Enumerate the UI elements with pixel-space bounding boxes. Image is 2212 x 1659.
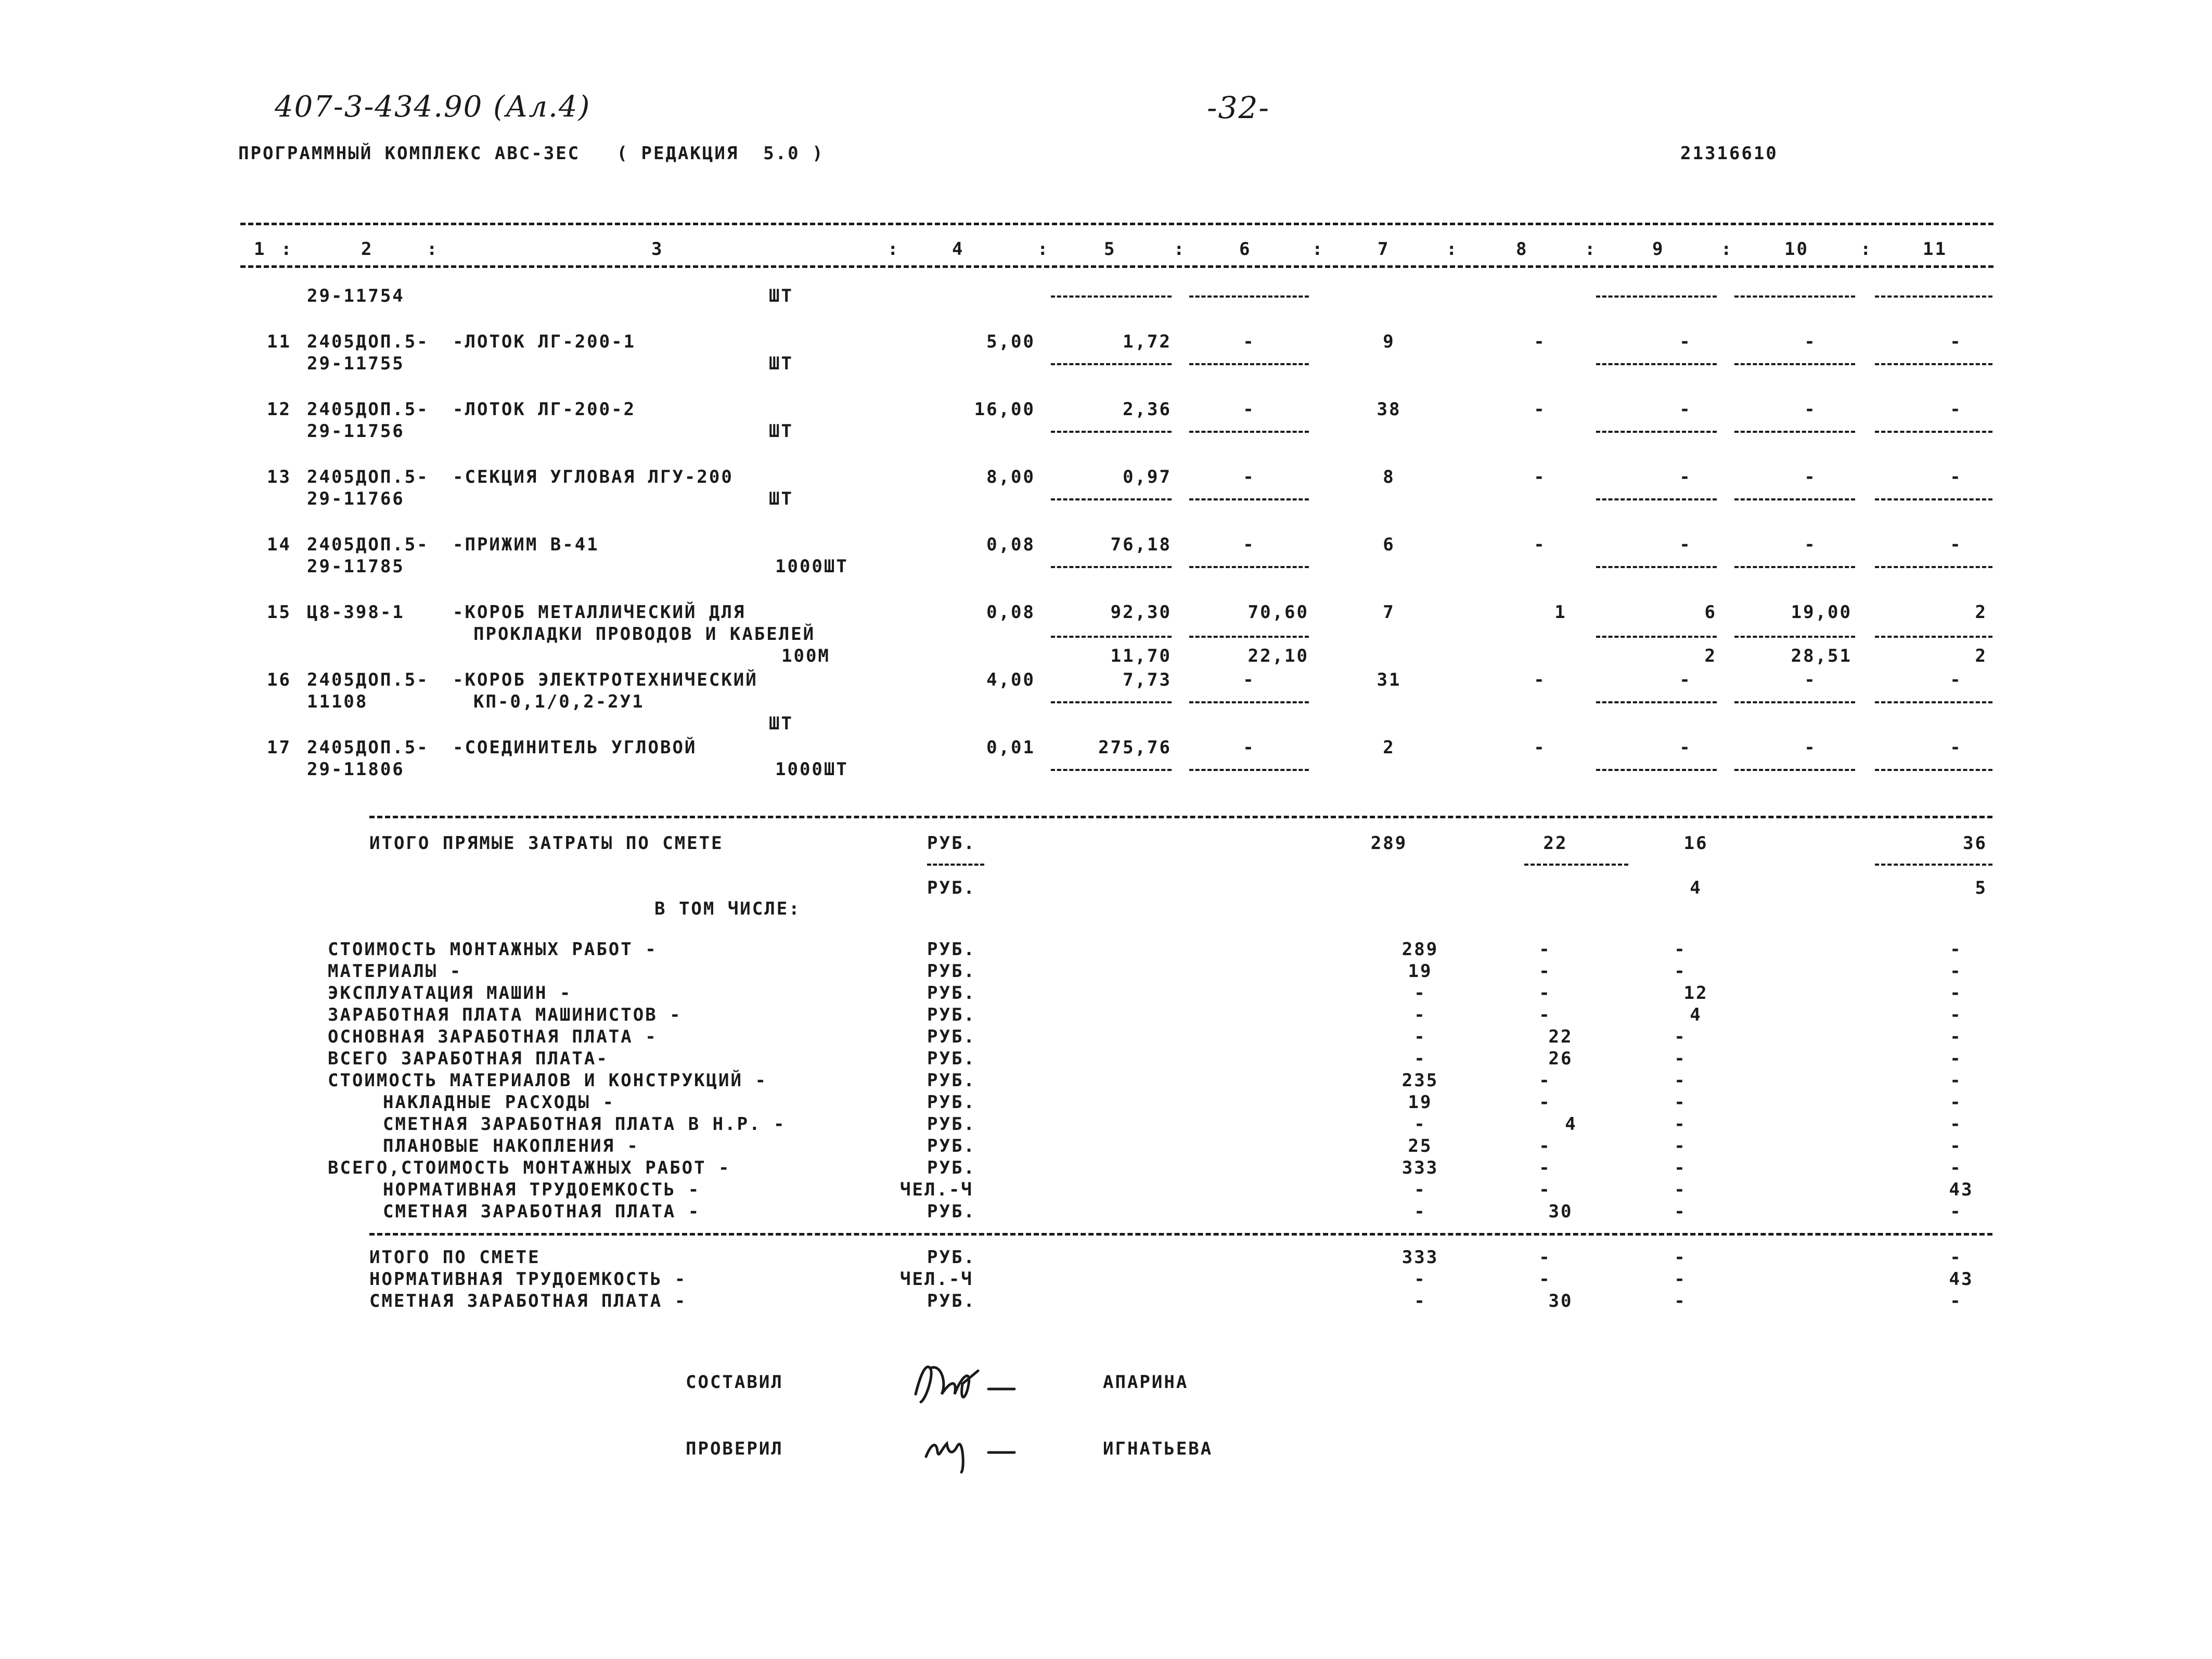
row-unit: 1000ШТ — [775, 556, 848, 577]
row-col10: - — [1804, 331, 1817, 352]
breakdown-col8: - — [1539, 1179, 1551, 1200]
final-col9: - — [1674, 1291, 1687, 1311]
breakdown-unit: РУБ. — [927, 1136, 976, 1156]
row-col10-secondary: 28,51 — [1791, 646, 1852, 666]
row-col10: 19,00 — [1791, 602, 1852, 623]
breakdown-col9: - — [1674, 1179, 1687, 1200]
breakdown-col11: - — [1950, 939, 1962, 960]
breakdown-col9: 12 — [1683, 983, 1708, 1004]
breakdown-label: СТОИМОСТЬ МАТЕРИАЛОВ И КОНСТРУКЦИЙ - — [328, 1070, 767, 1091]
checked-by-label: ПРОВЕРИЛ — [686, 1438, 783, 1459]
row-price: 1,72 — [1123, 331, 1172, 352]
price-divider — [1734, 769, 1855, 771]
column-separator: : — [1446, 239, 1459, 260]
row-col7: 38 — [1377, 399, 1401, 420]
row-code: 2405ДОП.5- — [307, 331, 429, 352]
row-col11: - — [1950, 467, 1962, 487]
column-separator: : — [1585, 239, 1597, 260]
row-col7: 2 — [1383, 737, 1395, 758]
breakdown-col9: - — [1674, 1158, 1687, 1178]
row-col6: 70,60 — [1248, 602, 1309, 623]
breakdown-unit: РУБ. — [927, 1114, 976, 1135]
row-name: -КОРОБ ЭЛЕКТРОТЕХНИЧЕСКИЙ — [453, 670, 758, 690]
row-col7: 8 — [1383, 467, 1395, 487]
breakdown-col7: - — [1414, 1179, 1426, 1200]
breakdown-col7: - — [1414, 1005, 1426, 1025]
row-number: 15 — [267, 602, 291, 623]
row-unit: 1000ШТ — [775, 759, 848, 780]
breakdown-col8: 26 — [1548, 1048, 1573, 1069]
breakdown-col7: - — [1414, 1048, 1426, 1069]
breakdown-col9: 4 — [1690, 1005, 1702, 1025]
column-header-5: 5 — [1104, 239, 1116, 260]
column-separator: : — [281, 239, 293, 260]
composed-by-name: АПАРИНА — [1103, 1372, 1189, 1393]
breakdown-unit: РУБ. — [927, 1092, 976, 1113]
column-separator: : — [427, 239, 439, 260]
column-header-7: 7 — [1378, 239, 1390, 260]
row-col10: - — [1804, 534, 1817, 555]
row-number: 13 — [267, 467, 291, 487]
row-col10: - — [1804, 467, 1817, 487]
final-col9: - — [1674, 1269, 1687, 1290]
checked-signature — [916, 1420, 1030, 1477]
breakdown-unit: РУБ. — [927, 939, 976, 960]
breakdown-col8: - — [1539, 1136, 1551, 1156]
breakdown-label: ЭКСПЛУАТАЦИЯ МАШИН - — [328, 983, 572, 1004]
row-col11-secondary: 2 — [1975, 646, 1987, 666]
page-number: -32- — [1207, 90, 1270, 125]
row-col11: - — [1950, 737, 1962, 758]
breakdown-label: СМЕТНАЯ ЗАРАБОТНАЯ ПЛАТА - — [383, 1201, 701, 1222]
final-col8: - — [1539, 1247, 1551, 1268]
row-col10: - — [1804, 399, 1817, 420]
row-unit: ШТ — [769, 353, 793, 374]
row-name: -КОРОБ МЕТАЛЛИЧЕСКИЙ ДЛЯ — [453, 602, 746, 623]
column-header-3: 3 — [651, 239, 664, 260]
row-col8: 1 — [1554, 602, 1567, 623]
price-divider — [1596, 295, 1717, 298]
breakdown-col11: - — [1950, 961, 1962, 982]
price-divider — [1734, 636, 1855, 638]
checked-by-name: ИГНАТЬЕВА — [1103, 1438, 1213, 1459]
column-header-9: 9 — [1652, 239, 1665, 260]
breakdown-col9: - — [1674, 961, 1687, 982]
row-col11: - — [1950, 399, 1962, 420]
final-label: НОРМАТИВНАЯ ТРУДОЕМКОСТЬ - — [369, 1269, 687, 1290]
breakdown-col8: - — [1539, 961, 1551, 982]
breakdown-label: СТОИМОСТЬ МОНТАЖНЫХ РАБОТ - — [328, 939, 658, 960]
row-col9: - — [1679, 467, 1692, 487]
row-code-secondary: 29-11785 — [307, 556, 405, 577]
direct-costs-unit-secondary: РУБ. — [927, 878, 976, 898]
price-divider — [1734, 566, 1855, 568]
breakdown-col8: - — [1539, 1070, 1551, 1091]
column-separator: : — [1037, 239, 1050, 260]
breakdown-col7: - — [1414, 1201, 1426, 1222]
breakdown-col7: 289 — [1401, 939, 1439, 960]
price-divider — [1189, 363, 1309, 365]
final-col7: 333 — [1401, 1247, 1439, 1268]
price-divider — [1051, 295, 1172, 298]
price-divider — [1189, 769, 1309, 771]
row-unit: ШТ — [769, 421, 793, 442]
breakdown-col7: - — [1414, 983, 1426, 1004]
breakdown-col9: - — [1674, 1048, 1687, 1069]
row-name: -ЛОТОК ЛГ-200-1 — [453, 331, 636, 352]
row-col9: - — [1679, 534, 1692, 555]
breakdown-col11: - — [1950, 1158, 1962, 1178]
price-divider — [1596, 498, 1717, 500]
breakdown-col11: 43 — [1949, 1179, 1974, 1200]
final-col7: - — [1414, 1291, 1426, 1311]
breakdown-label: ОСНОВНАЯ ЗАРАБОТНАЯ ПЛАТА - — [328, 1026, 658, 1047]
row-col9: 6 — [1704, 602, 1717, 623]
column-header-4: 4 — [952, 239, 964, 260]
row-number: 11 — [267, 331, 291, 352]
row-name-secondary: ПРОКЛАДКИ ПРОВОДОВ И КАБЕЛЕЙ — [473, 624, 816, 645]
direct-costs-col8: 22 — [1543, 833, 1568, 854]
price-divider — [1051, 431, 1172, 433]
breakdown-col11: - — [1950, 983, 1962, 1004]
price-divider — [1875, 363, 1992, 365]
row-code-secondary: 29-11755 — [307, 353, 405, 374]
breakdown-col11: - — [1950, 1092, 1962, 1113]
direct-costs-col9: 16 — [1683, 833, 1708, 854]
breakdown-col9: - — [1674, 1070, 1687, 1091]
breakdown-col7: - — [1414, 1114, 1426, 1135]
column-header-2: 2 — [361, 239, 374, 260]
final-label: ИТОГО ПО СМЕТЕ — [369, 1247, 541, 1268]
breakdown-col11: - — [1950, 1005, 1962, 1025]
price-divider — [1734, 498, 1855, 500]
row-quantity: 0,08 — [986, 602, 1035, 623]
row-code: 29-11754 — [307, 286, 405, 306]
row-price: 275,76 — [1098, 737, 1172, 758]
price-divider — [1875, 864, 1992, 866]
breakdown-col8: - — [1539, 939, 1551, 960]
direct-costs-col11-secondary: 5 — [1975, 878, 1987, 898]
row-price: 0,97 — [1123, 467, 1172, 487]
final-unit: РУБ. — [927, 1291, 976, 1311]
row-code-secondary: 29-11766 — [307, 488, 405, 509]
row-unit: ШТ — [769, 488, 793, 509]
price-divider — [1051, 636, 1172, 638]
row-price: 76,18 — [1110, 534, 1172, 555]
price-divider — [1875, 566, 1992, 568]
price-divider — [1051, 769, 1172, 771]
row-quantity: 5,00 — [986, 331, 1035, 352]
row-number: 17 — [267, 737, 291, 758]
row-col6: - — [1243, 331, 1255, 352]
row-name: -ЛОТОК ЛГ-200-2 — [453, 399, 636, 420]
row-name: -ПРИЖИМ В-41 — [453, 534, 599, 555]
column-separator: : — [1174, 239, 1186, 260]
row-code: 2405ДОП.5- — [307, 670, 429, 690]
breakdown-col11: - — [1950, 1070, 1962, 1091]
breakdown-col9: - — [1674, 1026, 1687, 1047]
row-number: 14 — [267, 534, 291, 555]
row-col7: 31 — [1377, 670, 1401, 690]
breakdown-col8: 22 — [1548, 1026, 1573, 1047]
row-code: Ц8-398-1 — [307, 602, 405, 623]
price-divider — [1596, 636, 1717, 638]
breakdown-col11: - — [1950, 1114, 1962, 1135]
price-divider — [1875, 636, 1992, 638]
row-col11: - — [1950, 670, 1962, 690]
price-divider — [1189, 701, 1309, 703]
price-divider — [1189, 636, 1309, 638]
column-separator: : — [1312, 239, 1324, 260]
price-divider — [1189, 498, 1309, 500]
price-divider — [1596, 566, 1717, 568]
price-divider — [1189, 295, 1309, 298]
breakdown-label: СМЕТНАЯ ЗАРАБОТНАЯ ПЛАТА В Н.Р. - — [383, 1114, 786, 1135]
breakdown-label: ПЛАНОВЫЕ НАКОПЛЕНИЯ - — [383, 1136, 639, 1156]
row-quantity: 0,01 — [986, 737, 1035, 758]
including-heading: В ТОМ ЧИСЛЕ: — [654, 898, 801, 919]
breakdown-col8: 4 — [1565, 1114, 1577, 1135]
row-col9: - — [1679, 331, 1692, 352]
breakdown-col11: - — [1950, 1048, 1962, 1069]
row-unit: 100М — [781, 646, 830, 666]
breakdown-unit: РУБ. — [927, 1070, 976, 1091]
row-code: 2405ДОП.5- — [307, 467, 429, 487]
row-code: 2405ДОП.5- — [307, 737, 429, 758]
price-divider — [1189, 431, 1309, 433]
row-name-secondary: КП-0,1/0,2-2У1 — [473, 691, 645, 712]
row-price: 7,73 — [1123, 670, 1172, 690]
column-header-8: 8 — [1516, 239, 1528, 260]
row-col11: - — [1950, 534, 1962, 555]
breakdown-col8: 30 — [1548, 1201, 1573, 1222]
breakdown-unit: РУБ. — [927, 1048, 976, 1069]
row-price: 2,36 — [1123, 399, 1172, 420]
totals-rule — [369, 816, 1992, 818]
column-separator: : — [1721, 239, 1733, 260]
breakdown-unit: РУБ. — [927, 1026, 976, 1047]
row-col9: - — [1679, 399, 1692, 420]
breakdown-unit: РУБ. — [927, 1158, 976, 1178]
row-col8: - — [1534, 534, 1546, 555]
price-divider — [1189, 566, 1309, 568]
price-divider — [1734, 295, 1855, 298]
breakdown-col7: 333 — [1401, 1158, 1439, 1178]
row-col8: - — [1534, 670, 1546, 690]
direct-costs-label: ИТОГО ПРЯМЫЕ ЗАТРАТЫ ПО СМЕТЕ — [369, 833, 724, 854]
estimate-code: 21316610 — [1680, 143, 1778, 164]
row-col6: - — [1243, 399, 1255, 420]
row-col11: - — [1950, 331, 1962, 352]
price-divider — [1051, 498, 1172, 500]
table-top-rule — [240, 223, 1994, 225]
row-unit: ШТ — [769, 286, 793, 306]
price-divider — [1596, 701, 1717, 703]
price-divider — [1051, 701, 1172, 703]
row-col7: 6 — [1383, 534, 1395, 555]
direct-costs-col7: 289 — [1370, 833, 1408, 854]
row-code-secondary: 11108 — [307, 691, 368, 712]
row-quantity: 4,00 — [986, 670, 1035, 690]
breakdown-unit: РУБ. — [927, 1005, 976, 1025]
row-col8: - — [1534, 331, 1546, 352]
program-title: ПРОГРАММНЫЙ КОМПЛЕКС АВС-3ЕС ( РЕДАКЦИЯ 5.0 ) — [238, 143, 825, 164]
breakdown-unit: ЧЕЛ.-Ч — [900, 1179, 973, 1200]
row-number: 12 — [267, 399, 291, 420]
row-code: 2405ДОП.5- — [307, 534, 429, 555]
breakdown-col9: - — [1674, 1092, 1687, 1113]
row-col8: - — [1534, 467, 1546, 487]
price-divider — [1596, 769, 1717, 771]
price-divider — [1734, 701, 1855, 703]
breakdown-label: ВСЕГО,СТОИМОСТЬ МОНТАЖНЫХ РАБОТ - — [328, 1158, 731, 1178]
row-col7: 9 — [1383, 331, 1395, 352]
breakdown-unit: РУБ. — [927, 1201, 976, 1222]
row-quantity: 0,08 — [986, 534, 1035, 555]
column-header-10: 10 — [1784, 239, 1809, 260]
breakdown-col11: - — [1950, 1201, 1962, 1222]
breakdown-unit: РУБ. — [927, 961, 976, 982]
row-col6: - — [1243, 467, 1255, 487]
row-col9: - — [1679, 670, 1692, 690]
price-divider — [1875, 769, 1992, 771]
unit-divider — [927, 864, 984, 866]
price-divider — [1875, 701, 1992, 703]
row-col10: - — [1804, 670, 1817, 690]
row-price-secondary: 11,70 — [1110, 646, 1172, 666]
row-col6-secondary: 22,10 — [1248, 646, 1309, 666]
row-col8: - — [1534, 737, 1546, 758]
final-totals-rule — [369, 1233, 1992, 1236]
breakdown-col7: 25 — [1408, 1136, 1433, 1156]
price-divider — [1051, 566, 1172, 568]
direct-costs-col9-secondary: 4 — [1690, 878, 1702, 898]
column-separator: : — [1860, 239, 1873, 260]
final-col8: - — [1539, 1269, 1551, 1290]
price-divider — [1875, 431, 1992, 433]
row-code-secondary: 29-11756 — [307, 421, 405, 442]
column-separator: : — [888, 239, 900, 260]
breakdown-col8: - — [1539, 1005, 1551, 1025]
breakdown-unit: РУБ. — [927, 983, 976, 1004]
breakdown-col7: - — [1414, 1026, 1426, 1047]
breakdown-col11: - — [1950, 1026, 1962, 1047]
row-name: -СЕКЦИЯ УГЛОВАЯ ЛГУ-200 — [453, 467, 734, 487]
row-col11: 2 — [1975, 602, 1987, 623]
row-col9-secondary: 2 — [1704, 646, 1717, 666]
breakdown-col9: - — [1674, 1201, 1687, 1222]
column-header-11: 11 — [1923, 239, 1947, 260]
breakdown-col9: - — [1674, 1136, 1687, 1156]
row-code: 2405ДОП.5- — [307, 399, 429, 420]
composed-signature — [905, 1353, 1030, 1410]
final-col11: 43 — [1949, 1269, 1974, 1290]
price-divider — [1875, 295, 1992, 298]
row-col9: - — [1679, 737, 1692, 758]
final-col9: - — [1674, 1247, 1687, 1268]
document-code: 407-3-434.90 (Ал.4) — [275, 90, 591, 124]
column-header-1: 1 — [254, 239, 266, 260]
breakdown-label: ЗАРАБОТНАЯ ПЛАТА МАШИНИСТОВ - — [328, 1005, 682, 1025]
price-divider — [1051, 363, 1172, 365]
row-col8: - — [1534, 399, 1546, 420]
breakdown-col7: 19 — [1408, 1092, 1433, 1113]
column-header-6: 6 — [1239, 239, 1252, 260]
final-col11: - — [1950, 1247, 1962, 1268]
final-label: СМЕТНАЯ ЗАРАБОТНАЯ ПЛАТА - — [369, 1291, 687, 1311]
price-divider — [1524, 864, 1628, 866]
row-col10: - — [1804, 737, 1817, 758]
breakdown-label: МАТЕРИАЛЫ - — [328, 961, 462, 982]
final-unit: ЧЕЛ.-Ч — [900, 1269, 973, 1290]
breakdown-label: НАКЛАДНЫЕ РАСХОДЫ - — [383, 1092, 615, 1113]
breakdown-col11: - — [1950, 1136, 1962, 1156]
row-col6: - — [1243, 737, 1255, 758]
table-header-rule — [240, 265, 1994, 268]
row-number: 16 — [267, 670, 291, 690]
final-col8: 30 — [1548, 1291, 1573, 1311]
breakdown-label: ВСЕГО ЗАРАБОТНАЯ ПЛАТА- — [328, 1048, 609, 1069]
breakdown-col8: - — [1539, 983, 1551, 1004]
final-unit: РУБ. — [927, 1247, 976, 1268]
row-price: 92,30 — [1110, 602, 1172, 623]
price-divider — [1875, 498, 1992, 500]
price-divider — [1596, 363, 1717, 365]
row-col6: - — [1243, 534, 1255, 555]
composed-by-label: СОСТАВИЛ — [686, 1372, 783, 1393]
breakdown-col9: - — [1674, 1114, 1687, 1135]
direct-costs-col11: 36 — [1963, 833, 1987, 854]
row-col7: 7 — [1383, 602, 1395, 623]
breakdown-col8: - — [1539, 1158, 1551, 1178]
price-divider — [1596, 431, 1717, 433]
breakdown-col7: 235 — [1401, 1070, 1439, 1091]
direct-costs-unit: РУБ. — [927, 833, 976, 854]
breakdown-col9: - — [1674, 939, 1687, 960]
final-col11: - — [1950, 1291, 1962, 1311]
row-name: -СОЕДИНИТЕЛЬ УГЛОВОЙ — [453, 737, 697, 758]
row-quantity: 16,00 — [974, 399, 1035, 420]
breakdown-label: НОРМАТИВНАЯ ТРУДОЕМКОСТЬ - — [383, 1179, 701, 1200]
breakdown-col8: - — [1539, 1092, 1551, 1113]
final-col7: - — [1414, 1269, 1426, 1290]
price-divider — [1734, 363, 1855, 365]
row-quantity: 8,00 — [986, 467, 1035, 487]
row-code-secondary: 29-11806 — [307, 759, 405, 780]
row-unit: ШТ — [769, 713, 793, 734]
breakdown-col7: 19 — [1408, 961, 1433, 982]
row-col6: - — [1243, 670, 1255, 690]
price-divider — [1734, 431, 1855, 433]
